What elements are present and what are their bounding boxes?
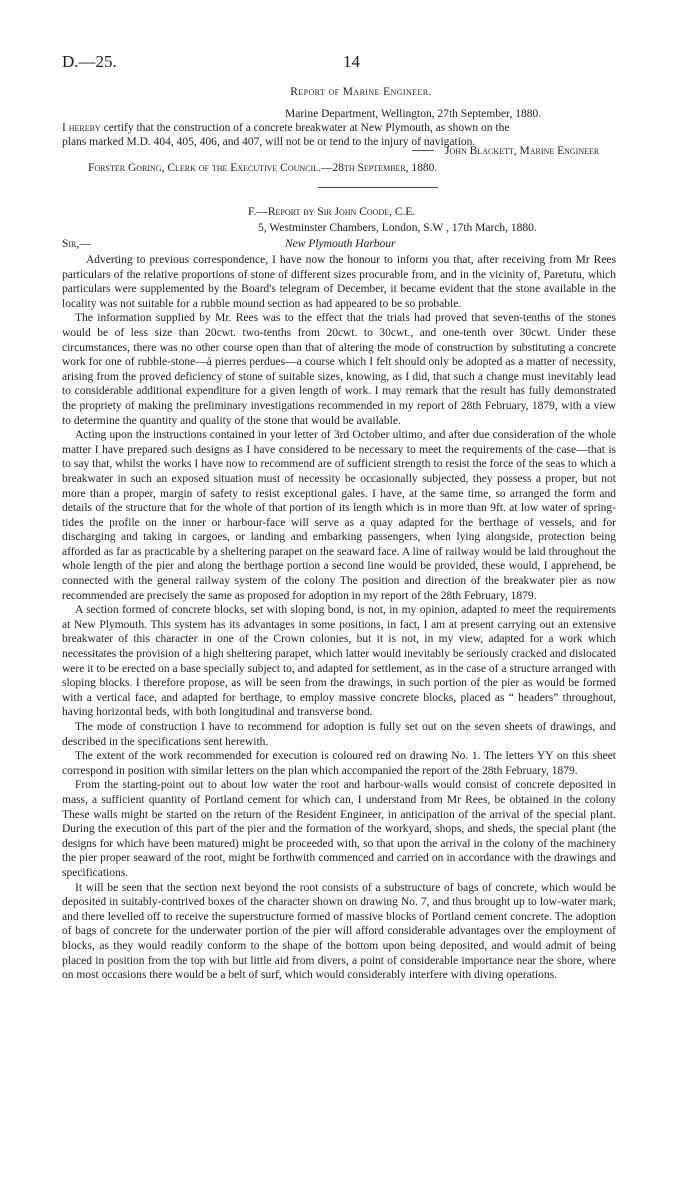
report-subject: [285, 237, 396, 251]
paragraph-5: The mode of construction I have to recommend for adoption is fully set out on the seven sheets of drawings, and described in the specifications sent herewith.: [62, 721, 616, 748]
engineer-signature: John Blackett, Marine Engineer: [445, 145, 600, 157]
paragraph-7: From the starting-point out to about low water the root and harbour-walls would consist of concrete deposited in mass, a sufficient quantity of Portland cement for which can, I understand from Mr Rees, be obtained in the colony These walls might be started on the return of the Resident Engineer, in anticipation of the arrival of the special plant. During the execution of this part of the pier and the formation of the workyard, shops, and sheds, the special plant (the designs for which have been matured) might be proceeded with, so that upon the arrival in the colony of the machinery the pier proper seaward of the root, might be forthwith commenced and carried on in accordance with the drawings and specifications.: [62, 779, 616, 879]
engineer-report-body-text: certify that the construction of a concrete breakwater at New Plymouth, as shown on the: [100, 122, 510, 134]
page-number: 14: [343, 52, 360, 71]
coode-report-heading: F.—Report by Sir John Coode, C.E.: [248, 206, 416, 218]
executive-council-note: Forster Goring, Clerk of the Executive Council.—28th September, 1880.: [88, 162, 438, 174]
paragraph-6: The extent of the work recommended for execution is coloured red on drawing No. 1. The letters YY on this sheet correspond in position with similar letters on the plan which accompanied the report of the 28th February, 1879.: [62, 750, 616, 777]
salutation: Sir,—: [62, 238, 91, 250]
coode-report-address: 5, Westminster Chambers, London, S.W , 17th March, 1880.: [258, 222, 537, 234]
paragraph-1: Adverting to previous correspondence, I have now the honour to inform you that, after receiving from Mr Rees particulars of the relative proportions of stone of different sizes procurable from, and in the vicinity of, Paretutu, which particulars were supplemented by the Board's telegram of December, it became evident that the stone available in the locality was not suitable for a rubble mound section as had appeared to be so probable.: [62, 254, 616, 310]
paragraph-8: It will be seen that the section next beyond the root consists of a substructure of bags of concrete, which would be deposited in suitably-contrived boxes of the character shown on drawing No. 7, and thus brought up to low-water mark, and there levelled off to receive the superstructure formed of massive blocks of Portland cement concrete. The adoption of bags of concrete for the underwater portion of the pier will afford considerable advantages over the employment of blocks, as they would readily conform to the shape of the bottom upon being deposited, and would admit of being placed in position from the top with but little aid from divers, a point of considerable importance near the shore, where on most occasions there would be a belt of surf, which would considerably interfere with diving operations.: [62, 881, 616, 982]
engineer-report-location-date: Marine Department, Wellington, 27th September, 1880.: [285, 108, 542, 120]
coode-report-body: [62, 253, 616, 983]
report-subject-text: New Plymouth Harbour: [285, 238, 396, 250]
engineer-report-lead: I hereby: [62, 122, 101, 134]
section-divider: [318, 187, 438, 188]
document-reference: D.—25.: [62, 52, 117, 71]
signature-dash: [412, 150, 434, 151]
engineer-report-body-line-2: plans marked M.D. 404, 405, 406, and 407, will not be or tend to the injury of navigation.: [62, 136, 476, 148]
engineer-report-body-line-1: [62, 121, 509, 135]
paragraph-4: A section formed of concrete blocks, set with sloping bond, is not, in my opinion, adapted to meet the requirements at New Plymouth. This system has its advantages in some positions, in fact, I am at present carrying out an extensive breakwater of this character in one of the Crown colonies, but it is not, in my view, adapted for a work which necessitates the provision of a high sheltering parapet, which latter would inevitably be seriously cracked and dislocated were it to be erected on a base specially subject to, and adapted for settlement, as in the case of a structure arranged with sloping blocks. I therefore propose, as will be seen from the drawings, in such portion of the pier as would be formed with a vertical face, and adapted for berthage, to employ massive concrete blocks, placed as “ headers” throughout, having horizontal beds, with both longitudinal and transverse bond.: [62, 604, 617, 719]
marine-engineer-report-title: Report of Marine Engineer.: [290, 86, 432, 98]
paragraph-3: Acting upon the instructions contained in your letter of 3rd October ultimo, and after due consideration of the whole matter I have prepared such designs as I have considered to be necessary to meet the requirements of the case—that is to say that, whilst the works I have now to recommend are of sufficient strength to resist the force of the seas to which a breakwater in such an exposed situation must of necessity be occasionally subjected, they possess a proper, but not more than a proper, margin of safety to resist exceptional gales. I have, at the same time, so arranged the form and details of the structure that for the whole of that portion of its length which is in more than 9ft. at low water of spring-tides the profile on the inner or harbour-face will serve as a quay adapted for the berthage of vessels, and for discharging and taking in cargoes, or landing and embarking passengers, when lying alongside, protection being afforded as far as practicable by a sheltering parapet on the seaward face. A line of railway would be laid throughout the whole length of the pier and along the berthage portion a second line would be provided, these would, I apprehend, be connected with the general railway system of the colony The position and direction of the breakwater pier as now recommended are precisely the same as proposed for adoption in my report of the 28th February, 1879.: [62, 429, 616, 602]
paragraph-2: The information supplied by Mr. Rees was to the effect that the trials had proved that seven-tenths of the stones would be of less size than 20cwt. two-tenths from 20cwt. to 30cwt., and one-tenth over 30cwt. Under these circumstances, there was no other course open than that of altering the mode of construction by substituting a concrete work for one of rubble-stone—à pierres perdues—a course which I felt should only be adopted as a matter of necessity, arising from the proved deficiency of stone of suitable sizes, knowing, as I did, that such a change must inevitably lead to considerable additional expenditure for a given length of work. I may remark that the result has fully demonstrated the propriety of making the preliminary investigations recommended in my report of 28th February, 1879, with a view to determine the quantity and quality of the stone that would be available.: [62, 312, 616, 427]
